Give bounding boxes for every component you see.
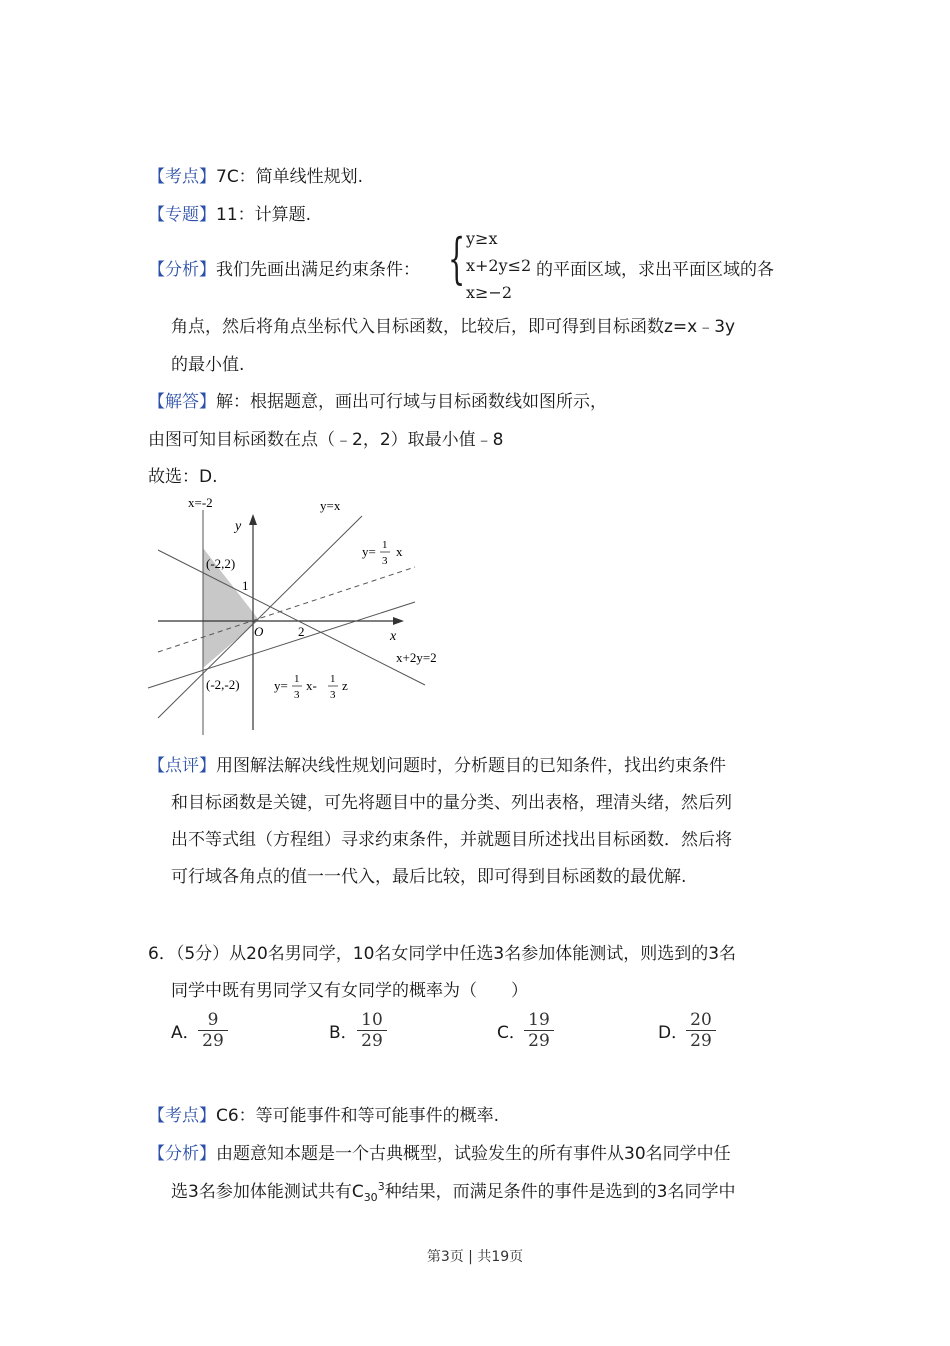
- fenxi2-line1: [148, 1139, 731, 1164]
- option-a-num: 9: [207, 1010, 219, 1030]
- jieda-line2: 由图可知目标函数在点（﹣2，2）取最小值﹣8: [148, 430, 504, 450]
- kaodian-text: 7C：简单线性规划.: [216, 167, 364, 187]
- fenxi1-line2: 角点，然后将角点坐标代入目标函数，比较后，即可得到目标函数z=x﹣3y: [171, 317, 736, 337]
- fenxi1-after: 的平面区域，求出平面区域的各: [536, 260, 774, 280]
- option-c-num: 19: [528, 1010, 550, 1030]
- label-objective-num2: 1: [330, 673, 336, 685]
- label-objective-den2: 3: [330, 689, 336, 701]
- fenxi1-tag: 【分析】: [148, 260, 216, 280]
- label-x-eq-neg2: x=-2: [188, 495, 213, 510]
- label-point-neg2-neg2: (-2,-2): [206, 677, 240, 692]
- label-tick-2: 2: [298, 624, 305, 639]
- option-b-fraction: [357, 1010, 387, 1051]
- label-objective-z: z: [342, 678, 348, 693]
- kaodian2-tag: 【考点】: [148, 1106, 216, 1126]
- dianping-text: 用图解法解决线性规划问题时，分析题目的已知条件，找出约束条件: [216, 756, 726, 776]
- option-b-den: 29: [357, 1030, 387, 1051]
- option-a-fraction: [198, 1010, 228, 1051]
- dianping-tag: 【点评】: [148, 756, 216, 776]
- label-y-third-x-a: y=: [362, 544, 376, 559]
- option-d-label: D．: [658, 1023, 689, 1043]
- dianping-line2: 和目标函数是关键，可先将题目中的量分类、列出表格，理清头绪，然后列: [171, 793, 732, 813]
- kaodian2-line: [148, 1101, 499, 1126]
- page-footer: 第3页 | 共19页: [426, 1249, 524, 1265]
- x-axis-arrow: [393, 617, 404, 625]
- option-c-den: 29: [524, 1030, 554, 1051]
- line-x-plus-2y-eq-2: [158, 550, 425, 685]
- fenxi2-text: 由题意知本题是一个古典概型，试验发生的所有事件从30名同学中任: [216, 1144, 731, 1164]
- label-origin: O: [254, 624, 264, 639]
- option-a-label: A．: [171, 1023, 200, 1043]
- label-objective-a: y=: [274, 678, 288, 693]
- option-a-den: 29: [198, 1030, 228, 1051]
- kaodian-line: [148, 162, 363, 187]
- y-axis-arrow: [249, 514, 257, 525]
- option-b-label: B．: [329, 1023, 358, 1043]
- zhuanti-line: [148, 200, 311, 225]
- label-tick-1: 1: [242, 578, 249, 593]
- option-d-num: 20: [690, 1010, 712, 1030]
- label-y-third-x-tail: x: [396, 544, 403, 559]
- constraint-2: x+2y≤2: [466, 256, 532, 275]
- jieda-line3: 故选：D.: [148, 467, 218, 487]
- option-c-label: C．: [497, 1023, 526, 1043]
- constraint-1: y≥x: [466, 229, 498, 248]
- zhuanti-text: 11：计算题.: [216, 205, 312, 225]
- dianping-line1: [148, 751, 726, 776]
- label-objective-mid: x-: [306, 678, 317, 693]
- feasible-region-graph: [140, 490, 440, 740]
- line-y-eq-third-x: [158, 567, 415, 652]
- jieda-tag: 【解答】: [148, 392, 216, 412]
- label-objective-num: 1: [294, 673, 300, 685]
- fenxi2-line2b: 种结果，而满足条件的事件是选到的3名同学中: [384, 1182, 736, 1202]
- fenxi2-line2: [171, 1177, 736, 1204]
- zhuanti-tag: 【专题】: [148, 205, 216, 225]
- label-objective-den: 3: [294, 689, 300, 701]
- label-point-neg2-2: (-2,2): [206, 556, 236, 571]
- label-x-plus-2y: x+2y=2: [396, 650, 437, 665]
- fenxi1-line1: [148, 255, 420, 280]
- line-y-eq-x: [158, 516, 362, 718]
- label-y-eq-x: y=x: [320, 498, 341, 513]
- label-y-axis: y: [235, 519, 242, 534]
- constraint-3: x≥−2: [466, 283, 513, 302]
- q6-line2: 同学中既有男同学又有女同学的概率为（ ）: [171, 981, 528, 1001]
- kaodian2-text: C6：等可能事件和等可能事件的概率.: [216, 1106, 500, 1126]
- option-b-num: 10: [361, 1010, 383, 1030]
- fenxi2-line2a: 选3名参加体能测试共有C: [171, 1182, 364, 1202]
- label-y-third-x-num: 1: [382, 539, 388, 551]
- q6-line1: 6．（5分）从20名男同学，10名女同学中任选3名参加体能测试，则选到的3名: [148, 944, 737, 964]
- jieda-line1: [148, 387, 607, 412]
- option-d-fraction: [686, 1010, 716, 1051]
- fenxi2-sup: 3: [377, 1180, 385, 1194]
- constraint-brace: {: [448, 227, 466, 290]
- option-d-den: 29: [686, 1030, 716, 1051]
- line-objective: [148, 602, 415, 688]
- fenxi2-sub: 30: [363, 1191, 378, 1205]
- kaodian-tag: 【考点】: [148, 167, 216, 187]
- dianping-line4: 可行域各角点的值一一代入，最后比较，即可得到目标函数的最优解.: [171, 867, 687, 887]
- fenxi1-before: 我们先画出满足约束条件：: [216, 260, 420, 280]
- label-y-third-x-den: 3: [382, 555, 388, 567]
- option-c-fraction: [524, 1010, 554, 1051]
- dianping-line3: 出不等式组（方程组）寻求约束条件，并就题目所述找出目标函数．然后将: [171, 830, 732, 850]
- label-x-axis: x: [390, 629, 397, 644]
- fenxi1-line3: 的最小值.: [171, 355, 245, 375]
- jieda-text: 解：根据题意，画出可行域与目标函数线如图所示，: [216, 392, 607, 412]
- fenxi2-tag: 【分析】: [148, 1144, 216, 1164]
